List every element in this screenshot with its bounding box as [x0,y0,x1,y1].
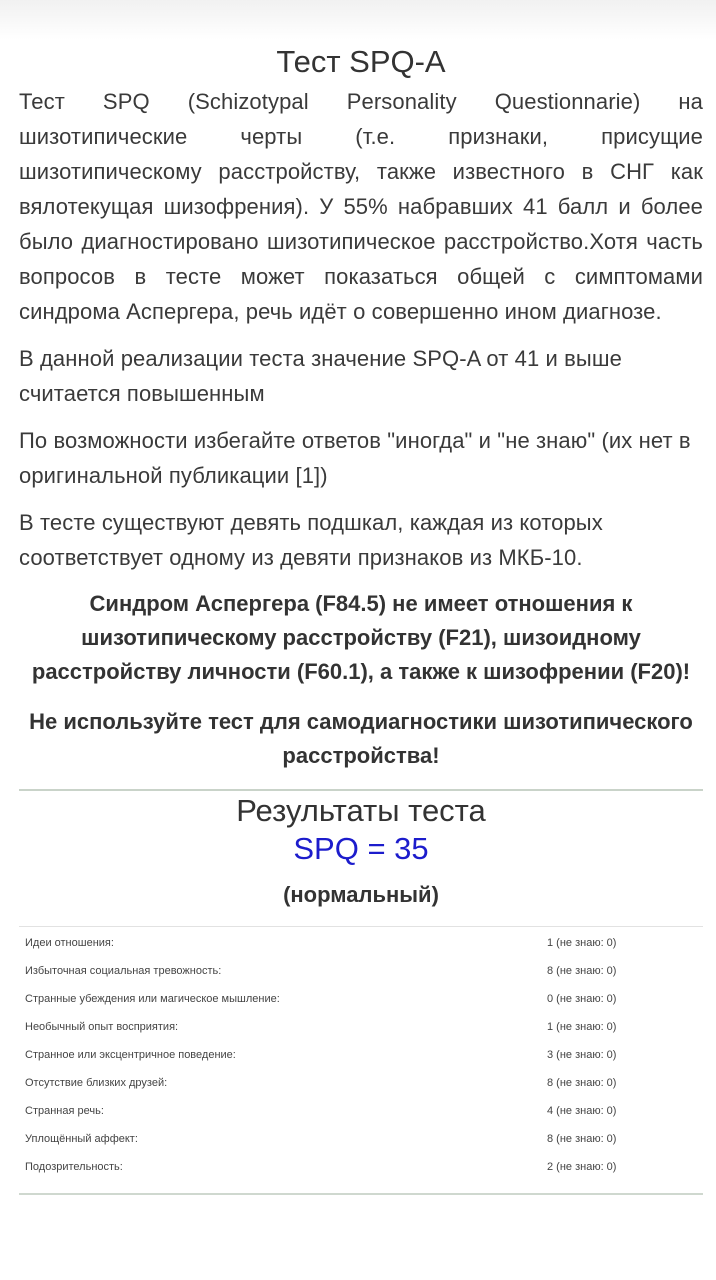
page-title: Тест SPQ-A [276,44,446,79]
subscale-label: Избыточная социальная тревожность: [25,965,222,977]
subscale-value: 0 (не знаю: 0) [547,993,617,1005]
results-title: Результаты теста [236,793,486,828]
self-diagnosis-warning: Не используйте тест для самодиагностики шизотипического расстройства! [29,709,693,768]
table-row [19,1153,703,1181]
top-fade [0,0,716,40]
subscale-value: 2 (не знаю: 0) [547,1161,617,1173]
subscale-label: Необычный опыт восприятия: [25,1021,179,1033]
subscale-label: Уплощённый аффект: [25,1133,138,1145]
subscale-value: 8 (не знаю: 0) [547,965,617,977]
table-row [19,1125,703,1153]
results-divider [19,789,703,791]
table-row [19,929,703,957]
threshold-paragraph: В данной реализации теста значение SPQ-A от 41 и выше считается повышенным [19,346,622,406]
table-top-border [19,926,703,927]
main-content [19,40,703,1195]
intro-paragraph: Тест SPQ (Schizotypal Personality Questionnarie) на шизотипические черты (т.е. признаки, присущие шизотипическому расстройству, также известного в СНГ как вялотекущая шизофрения). У 55% набравших 41 балл и более было диагностировано шизотипическое расстройство.Хотя часть вопросов в тесте может показаться общей с симптомами синдрома Аспергера, речь идёт о совершенно ином диагнозе. [19,89,703,324]
subscale-label: Отсутствие близких друзей: [25,1077,168,1089]
subscale-label: Странное или эксцентричное поведение: [25,1049,236,1061]
score-rating: (нормальный) [283,882,439,907]
table-row [19,1069,703,1097]
subscale-label: Подозрительность: [25,1161,123,1173]
subscales-table [19,929,703,1181]
results-section [19,792,703,910]
subscale-value: 8 (не знаю: 0) [547,1077,617,1089]
table-row [19,1041,703,1069]
asperger-warning: Синдром Аспергера (F84.5) не имеет отношения к шизотипическому расстройству (F21), шизоидному расстройству личности (F60.1), а также к шизофрении (F20)! [31,591,691,684]
subscale-label: Идеи отношения: [25,937,114,949]
answer-hint-paragraph: По возможности избегайте ответов "иногда" и "не знаю" (их нет в оригинальной публикации [1]) [19,428,691,488]
subscale-value: 3 (не знаю: 0) [547,1049,617,1061]
subscale-label: Странные убеждения или магическое мышление: [25,993,280,1005]
subscale-value: 4 (не знаю: 0) [547,1105,617,1117]
table-row [19,985,703,1013]
table-row [19,1097,703,1125]
subscales-paragraph: В тесте существуют девять подшкал, каждая из которых соответствует одному из девяти признаков из МКБ-10. [19,510,603,570]
subscale-value: 8 (не знаю: 0) [547,1133,617,1145]
table-row [19,1013,703,1041]
subscale-value: 1 (не знаю: 0) [547,1021,617,1033]
table-row [19,957,703,985]
subscale-value: 1 (не знаю: 0) [547,937,617,949]
subscale-label: Странная речь: [25,1105,104,1117]
bottom-divider [19,1193,703,1195]
score-value: SPQ = 35 [293,831,429,866]
